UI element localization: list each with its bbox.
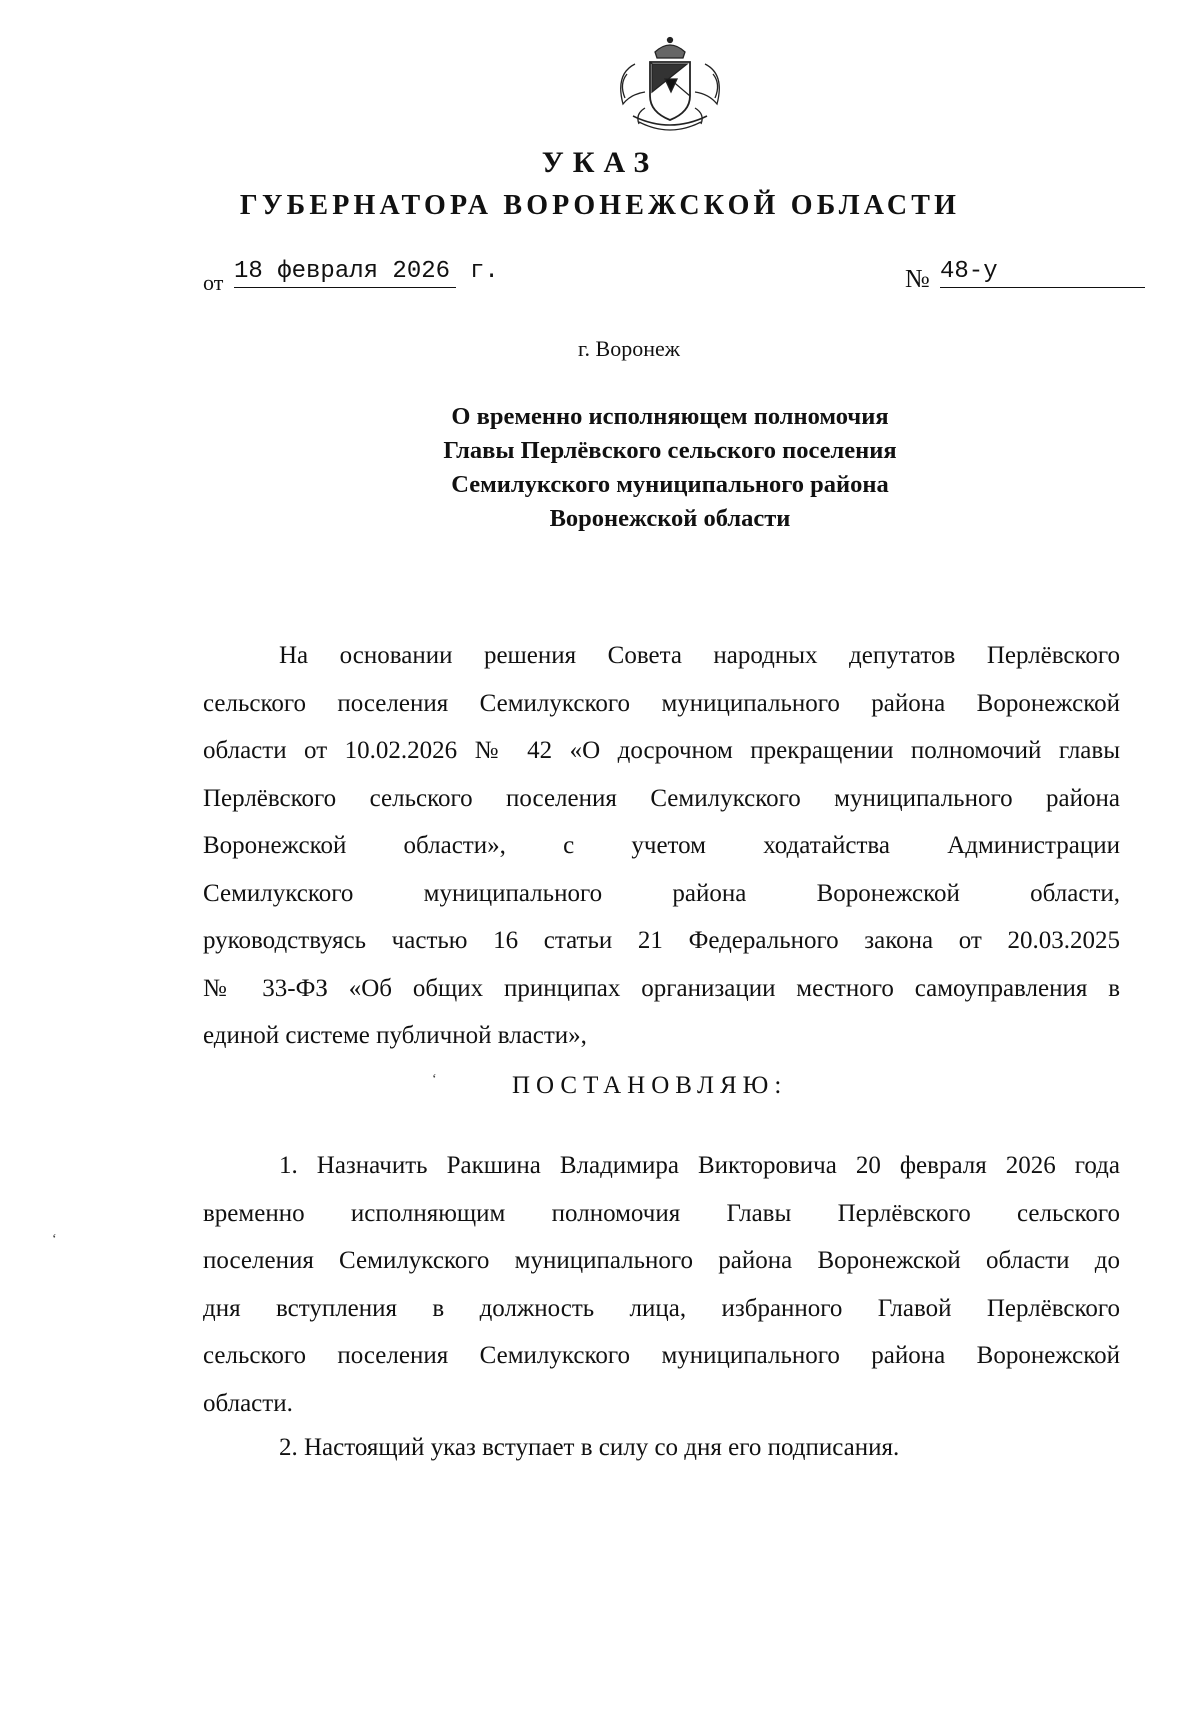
document-heading — [350, 400, 990, 536]
coat-of-arms-icon — [605, 34, 735, 134]
text-line: сельского поселения Семилукского муниципального района Воронежской — [203, 1342, 1120, 1369]
text-line: поселения Семилукского муниципального района Воронежской области до — [203, 1247, 1120, 1274]
text-line: сельского поселения Семилукского муниципального района Воронежской — [203, 689, 1120, 717]
text-line: единой системе публичной власти», — [203, 1022, 587, 1049]
text-line: № 33-ФЗ «Об общих принципах организации местного самоуправления в — [203, 974, 1120, 1002]
date-number-row — [0, 258, 1200, 294]
text-line: Перлёвского сельского поселения Семилукского муниципального района — [203, 784, 1120, 812]
date-prefix: от — [203, 270, 224, 295]
heading-line: О временно исполняющем полномочия — [451, 403, 889, 430]
issuer-title: ГУБЕРНАТОРА ВОРОНЕЖСКОЙ ОБЛАСТИ — [239, 190, 961, 221]
text-line: дня вступления в должность лица, избранного Главой Перлёвского — [203, 1294, 1120, 1322]
heading-line: Главы Перлёвского сельского поселения — [443, 437, 897, 464]
heading-line: Семилукского муниципального района — [451, 471, 889, 498]
text-line: Семилукского муниципального района Воронежской области, — [203, 879, 1120, 907]
item-2-paragraph — [203, 1424, 1120, 1472]
text-line: Воронежской области», с учетом ходатайства Администрации — [203, 832, 1120, 859]
text-line: области от 10.02.2026 № 42 «О досрочном прекращении полномочий главы — [203, 737, 1120, 764]
text-line: временно исполняющим полномочия Главы Перлёвского сельского — [203, 1199, 1120, 1227]
number-label: № — [905, 264, 930, 293]
decree-title: УКАЗ — [541, 146, 659, 179]
text-line: области. — [203, 1389, 293, 1417]
heading-line: Воронежской области — [549, 505, 791, 532]
scan-speck: ‘ — [52, 1232, 57, 1247]
text-line: 1. Назначить Ракшина Владимира Викторовича 20 февраля 2026 года — [279, 1152, 1120, 1179]
scan-speck: ʻ — [432, 1072, 437, 1087]
text-line: На основании решения Совета народных депутатов Перлёвского — [279, 642, 1120, 669]
text-line: 2. Настоящий указ вступает в силу со дня его подписания. — [279, 1434, 900, 1461]
date-suffix: г. — [470, 258, 499, 285]
preamble-paragraph — [203, 632, 1120, 1060]
city: г. Воронеж — [578, 336, 680, 361]
item-1-paragraph — [203, 1142, 1120, 1427]
decree-date: 18 февраля 2026 — [234, 258, 456, 288]
decree-number: 48-у — [940, 258, 1145, 288]
decree-word: ПОСТАНОВЛЯЮ: — [512, 1072, 788, 1099]
text-line: руководствуясь частью 16 статьи 21 Федерального закона от 20.03.2025 — [203, 927, 1120, 954]
